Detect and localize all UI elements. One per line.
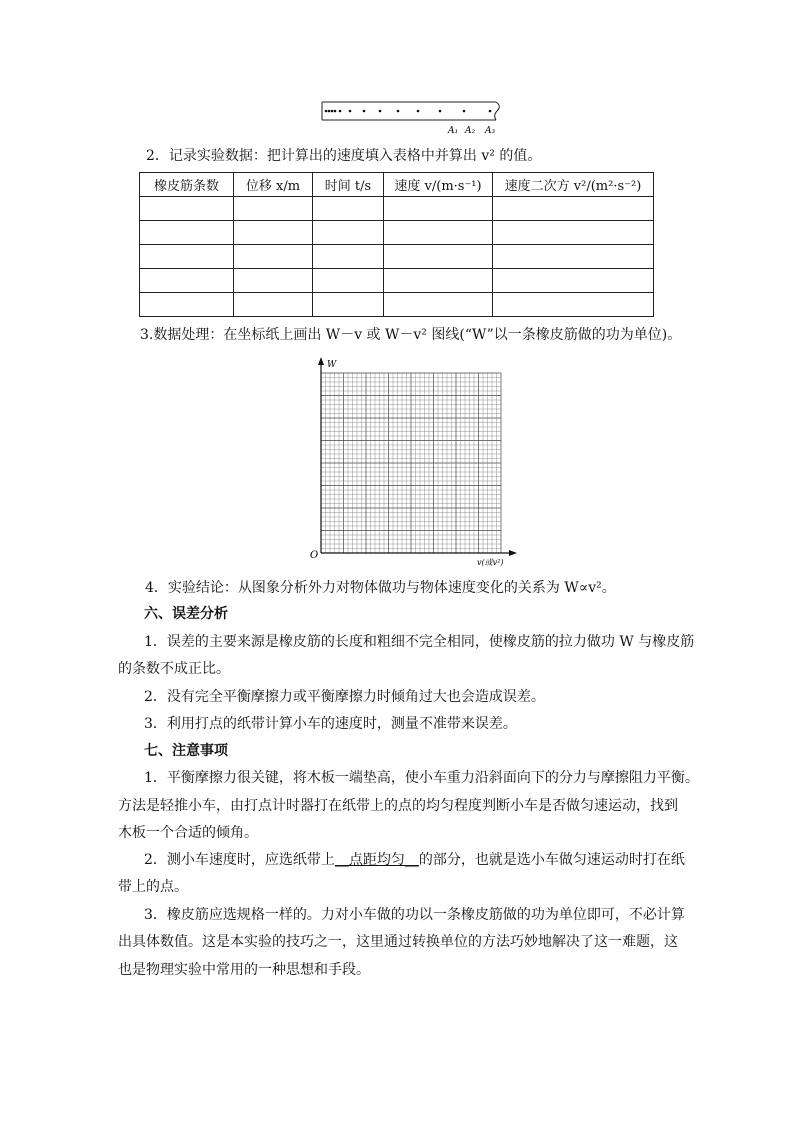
y-axis-arrow-icon — [318, 357, 324, 365]
table-cell[interactable] — [234, 221, 313, 245]
table-row — [140, 221, 654, 245]
table-cell[interactable] — [313, 293, 384, 317]
table-cell[interactable] — [140, 197, 234, 221]
section-7-item-2-post: 的部分，也就是选小车做匀速运动时打在纸 — [418, 852, 685, 868]
tape-dot — [363, 110, 366, 113]
section-7-item-1-cont2: 木板一个合适的倾角。 — [118, 825, 258, 841]
x-axis-arrow-icon — [509, 550, 517, 556]
section-6-title: 六、误差分析 — [144, 606, 228, 622]
paper-tape — [322, 102, 499, 120]
tape-dot — [397, 110, 400, 113]
tape-dot — [331, 110, 334, 113]
table-cell[interactable] — [234, 269, 313, 293]
data-record-table — [139, 172, 654, 317]
tape-dot — [417, 110, 420, 113]
tape-dot — [349, 110, 352, 113]
table-cell[interactable] — [493, 245, 654, 269]
table-header-cell: 位移 x/m — [234, 173, 313, 197]
section-6-item-3: 3．利用打点的纸带计算小车的速度时，测量不准带来误差。 — [144, 716, 517, 732]
section-7-item-1: 1．平衡摩擦力很关键，将木板一端垫高，使小车重力沿斜面向下的分力与摩擦阻力平衡。 — [144, 770, 699, 786]
tape-label-a2: A₂ — [465, 126, 476, 136]
step-4-conclusion: 4．实验结论：从图象分析外力对物体做功与物体速度变化的关系为 W∝v²。 — [145, 580, 616, 596]
origin-label: O — [310, 550, 319, 561]
step-3-text: 3.数据处理：在坐标纸上画出 W－v 或 W－v² 图线(“W”以一条橡皮筋做的功为单位)。 — [140, 327, 682, 343]
table-cell[interactable] — [493, 197, 654, 221]
table-cell[interactable] — [313, 197, 384, 221]
table-cell[interactable] — [493, 221, 654, 245]
table-cell[interactable] — [384, 245, 493, 269]
y-axis-label: W — [327, 360, 337, 370]
section-7-item-2 — [144, 850, 685, 870]
tape-dot — [325, 110, 328, 113]
table-cell[interactable] — [140, 269, 234, 293]
table-header-row — [140, 173, 654, 197]
table-cell[interactable] — [234, 197, 313, 221]
table-header-cell: 速度二次方 v²/(m²·s⁻²) — [493, 173, 654, 197]
tape-dot — [439, 110, 442, 113]
tape-dot — [489, 110, 492, 113]
table-cell[interactable] — [313, 269, 384, 293]
table-row — [140, 269, 654, 293]
section-7-title: 七、注意事项 — [144, 743, 228, 759]
tape-dot — [328, 110, 331, 113]
step-2-text: 2．记录实验数据：把计算出的速度填入表格中并算出 v² 的值。 — [146, 148, 542, 164]
table-cell[interactable] — [384, 269, 493, 293]
answer-blank: __点距均匀__ — [334, 852, 419, 868]
section-7-item-2-cont: 带上的点。 — [118, 879, 188, 895]
x-axis-label: v(或v²) — [477, 558, 504, 567]
table-row — [140, 245, 654, 269]
graph-paper-figure — [305, 355, 525, 570]
table-header-cell: 速度 v/(m·s⁻¹) — [384, 173, 493, 197]
section-7-item-3: 3．橡皮筋应选规格一样的。力对小车做的功以一条橡皮筋做的功为单位即可，不必计算 — [144, 907, 685, 923]
table-header-cell: 橡皮筋条数 — [140, 173, 234, 197]
table-cell[interactable] — [234, 245, 313, 269]
table-cell[interactable] — [313, 221, 384, 245]
table-cell[interactable] — [313, 245, 384, 269]
section-7-item-3-cont2: 也是物理实验中常用的一种思想和手段。 — [118, 962, 370, 978]
section-6-item-2: 2．没有完全平衡摩擦力或平衡摩擦力时倾角过大也会造成误差。 — [144, 689, 545, 705]
tape-dot — [379, 110, 382, 113]
tape-dot — [339, 110, 342, 113]
tape-dot — [463, 110, 466, 113]
table-row — [140, 293, 654, 317]
section-7-item-3-cont: 出具体数值。这是本实验的技巧之一，这里通过转换单位的方法巧妙地解决了这一难题，这 — [118, 934, 678, 950]
table-header-cell: 时间 t/s — [313, 173, 384, 197]
table-cell[interactable] — [140, 293, 234, 317]
table-cell[interactable] — [384, 221, 493, 245]
paper-tape-figure — [318, 100, 508, 136]
tape-dot — [334, 110, 337, 113]
table-cell[interactable] — [140, 245, 234, 269]
section-6-item-1-cont: 的条数不成正比。 — [118, 661, 230, 677]
table-cell[interactable] — [384, 293, 493, 317]
section-6-item-1: 1．误差的主要来源是橡皮筋的长度和粗细不完全相同，使橡皮筋的拉力做功 W 与橡皮筋 — [144, 634, 695, 650]
section-7-item-2-pre: 2．测小车速度时，应选纸带上 — [144, 852, 335, 868]
table-cell[interactable] — [384, 197, 493, 221]
table-cell[interactable] — [234, 293, 313, 317]
table-cell[interactable] — [140, 221, 234, 245]
table-row — [140, 197, 654, 221]
table-cell[interactable] — [493, 293, 654, 317]
tape-label-a1: A₁ — [448, 126, 459, 136]
section-7-item-1-cont: 方法是轻推小车，由打点计时器打在纸带上的点的均匀程度判断小车是否做匀速运动，找到 — [118, 798, 678, 814]
tape-dots — [325, 110, 492, 113]
grid-lines — [321, 373, 501, 553]
tape-label-a3: A₃ — [485, 126, 496, 136]
table-cell[interactable] — [493, 269, 654, 293]
